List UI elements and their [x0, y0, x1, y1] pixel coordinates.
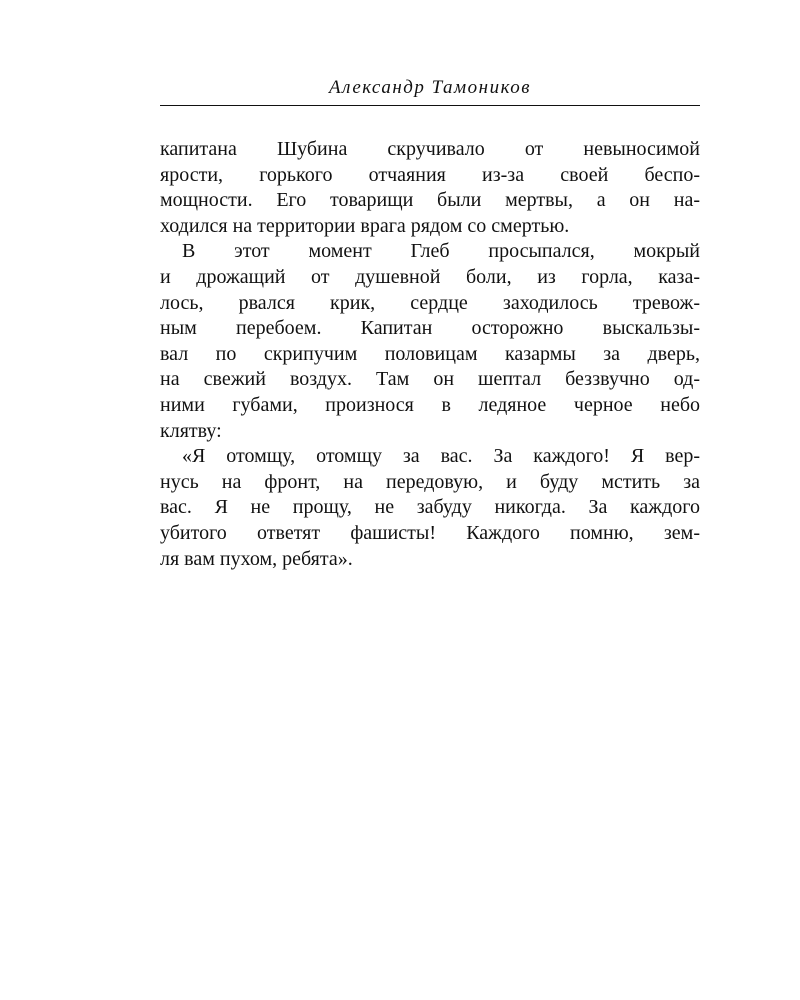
text-line: капитана Шубина скручивало от невыносимой: [160, 138, 700, 160]
text-line: ходился на территории врага рядом со смертью.: [160, 214, 570, 237]
text-line: ними губами, произнося в ледяное черное небо: [160, 393, 700, 416]
paragraph-start-line: «Я отомщу, отомщу за вас. За каждого! Я вер-: [182, 445, 700, 468]
text-line: клятву:: [160, 419, 222, 442]
text-line: лось, рвался крик, сердце заходилось тревож-: [160, 291, 700, 314]
text-line: на свежий воздух. Там он шептал беззвучно од-: [160, 368, 700, 391]
text-line: вал по скрипучим половицам казармы за дверь,: [160, 342, 700, 365]
text-line: ярости, горького отчаяния из-за своей беспо-: [160, 163, 700, 186]
paragraph-start-line: В этот момент Глеб просыпался, мокрый: [182, 240, 700, 263]
text-line: убитого ответят фашисты! Каждого помню, зем-: [160, 521, 700, 544]
text-line: ля вам пухом, ребята».: [160, 547, 353, 570]
text-line: вас. Я не прощу, не забуду никогда. За каждого: [160, 496, 700, 519]
body-text: [160, 137, 700, 572]
text-line: и дрожащий от душевной боли, из горла, каза-: [160, 265, 700, 288]
text-line: нусь на фронт, на передовую, и буду мстить за: [160, 470, 700, 493]
running-head-author: Александр Тамоников: [328, 77, 532, 98]
text-line: ным перебоем. Капитан осторожно выскальзы-: [160, 317, 700, 340]
text-line: мощности. Его товарищи были мертвы, а он на-: [160, 189, 700, 212]
header-rule: [160, 105, 700, 106]
